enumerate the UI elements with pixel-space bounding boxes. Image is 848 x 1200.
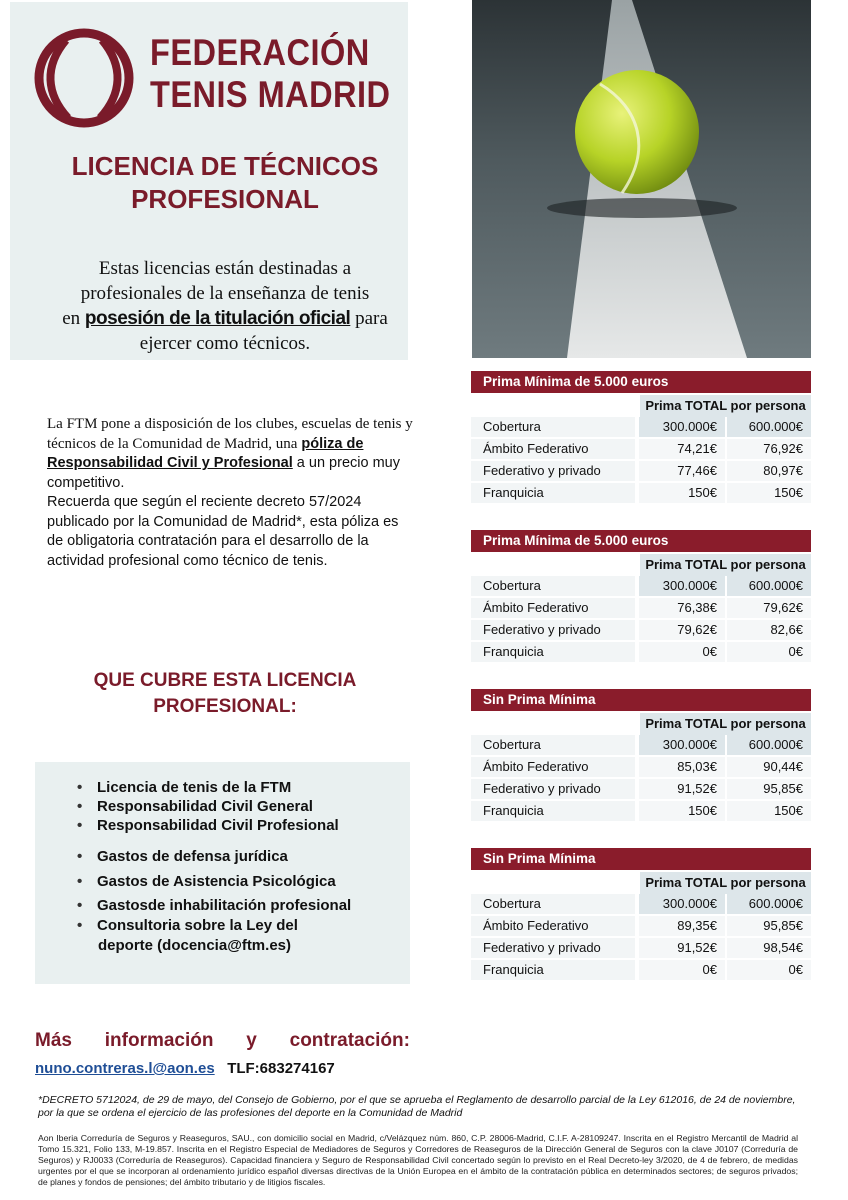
covers-heading-line2: PROFESIONAL:	[153, 696, 297, 717]
price-table-heading: Sin Prima Mínima	[471, 848, 811, 870]
table-row	[471, 483, 811, 503]
title-line2: PROFESIONAL	[131, 184, 319, 214]
price-cell: 74,21€	[639, 439, 725, 459]
policy-end: a un precio muy competitivo.	[47, 455, 400, 491]
table-row	[471, 916, 811, 936]
table-row	[471, 598, 811, 618]
row-label: Cobertura	[471, 576, 635, 596]
price-cell: 600.000€	[727, 735, 811, 755]
price-cell: 98,54€	[727, 938, 811, 958]
list-item: • Gastos de Asistencia Psicológica	[97, 873, 336, 890]
email-link[interactable]: nuno.contreras.l@aon.es	[35, 1060, 215, 1077]
price-cell: 0€	[727, 960, 811, 980]
phone-number: TLF:683274167	[227, 1060, 335, 1077]
price-cell: 80,97€	[727, 461, 811, 481]
paragraph-policy	[47, 415, 417, 493]
price-table-subheading: Prima TOTAL por persona	[640, 713, 811, 735]
price-cell: 76,38€	[639, 598, 725, 618]
price-table-heading: Sin Prima Mínima	[471, 689, 811, 711]
row-label: Federativo y privado	[471, 620, 635, 640]
row-label: Ámbito Federativo	[471, 916, 635, 936]
price-table	[471, 371, 811, 506]
price-cell: 150€	[639, 483, 725, 503]
row-label: Franquicia	[471, 801, 635, 821]
intro-line4: ejercer como técnicos.	[139, 333, 311, 354]
list-item: • Responsabilidad Civil General	[97, 798, 313, 815]
table-row	[471, 938, 811, 958]
decree-footnote: *DECRETO 5712024, de 29 de mayo, del Consejo de Gobierno, por el que se aprueba el Reglamento de desarrollo parcial de la Ley 612016, de 24 de noviembre, por la que se ordena el ejercicio de las profesiones del deporte en la Comunidad de Madrid	[38, 1094, 796, 1119]
price-table-subheading: Prima TOTAL por persona	[640, 872, 811, 894]
price-cell: 300.000€	[639, 417, 725, 437]
price-cell: 600.000€	[727, 894, 811, 914]
covers-panel	[35, 762, 410, 984]
policy-intro: La FTM pone a disposición de los clubes, escuelas de tenis y técnicos de la Comunidad de Madrid, una	[47, 416, 413, 452]
intro-text	[40, 256, 410, 356]
row-label: Cobertura	[471, 735, 635, 755]
list-item: • Consultoria sobre la Ley del	[97, 917, 298, 934]
price-cell: 95,85€	[727, 779, 811, 799]
covers-heading-line1: QUE CUBRE ESTA LICENCIA	[93, 670, 357, 691]
intro-line1: Estas licencias están destinadas a	[98, 258, 352, 279]
list-item-continuation: deporte (docencia@ftm.es)	[98, 937, 291, 954]
table-row	[471, 576, 811, 596]
price-cell: 150€	[727, 801, 811, 821]
table-row	[471, 779, 811, 799]
row-label: Ámbito Federativo	[471, 598, 635, 618]
description-text	[47, 415, 417, 571]
covers-heading	[30, 668, 420, 720]
legal-disclaimer: Aon Iberia Correduría de Seguros y Reaseguros, SAU., con domicilio social en Madrid, c/Velázquez núm. 860, C.P. 28006-Madrid, C.I.F. A-28109247. Inscrita en el Registro Mercantil de Madrid al Tomo 15.321, Folio 133, M-19.857. Inscrita en el Registro Especial de Mediadores de Seguros y Corredores de Reaseguros de la Dirección General de Seguros con la clave J0107 (Correduría de Seguros) y RJ0033 (Correduría de Reaseguros). Capacidad financiera y Seguro de Responsabilidad Civil concertado según lo previsto en el Real Decreto-ley 3/2020, de 4 de febrero, de medidas urgentes por el que se incorporan al ordenamiento jurídico español diversas directivas de la Unión Europea en el ámbito de la contratación pública en determinados sectores; de seguros privados; de planes y fondos de pensiones; del ámbito tributario y de litigios fiscales.	[38, 1133, 798, 1187]
intro-pre: en	[62, 308, 81, 329]
table-row	[471, 735, 811, 755]
price-cell: 300.000€	[639, 576, 725, 596]
price-cell: 300.000€	[639, 894, 725, 914]
row-label: Franquicia	[471, 960, 635, 980]
price-table-heading: Prima Mínima de 5.000 euros	[471, 530, 811, 552]
row-label: Federativo y privado	[471, 779, 635, 799]
more-word: información	[104, 1030, 214, 1051]
table-row	[471, 801, 811, 821]
list-item: • Gastosde inhabilitación profesional	[97, 897, 351, 914]
price-cell: 77,46€	[639, 461, 725, 481]
price-cell: 79,62€	[639, 620, 725, 640]
row-label: Federativo y privado	[471, 461, 635, 481]
list-item: • Licencia de tenis de la FTM	[97, 779, 291, 796]
table-row	[471, 461, 811, 481]
price-cell: 76,92€	[727, 439, 811, 459]
org-name-line1: FEDERACIÓN	[150, 32, 370, 73]
table-row	[471, 417, 811, 437]
more-word: contratación:	[289, 1030, 410, 1051]
price-cell: 300.000€	[639, 735, 725, 755]
table-row	[471, 960, 811, 980]
list-item: • Responsabilidad Civil Profesional	[97, 817, 339, 834]
table-row	[471, 620, 811, 640]
policy-name: póliza de Responsabilidad Civil y Profesional	[47, 435, 364, 471]
table-row	[471, 757, 811, 777]
intro-line3	[40, 306, 410, 331]
intro-line2: profesionales de la enseñanza de tenis	[80, 283, 370, 304]
tennis-ball-photo	[472, 0, 811, 358]
price-cell: 0€	[639, 642, 725, 662]
row-label: Cobertura	[471, 417, 635, 437]
price-cell: 0€	[639, 960, 725, 980]
intro-highlight: posesión de la titulación oficial	[84, 308, 351, 329]
price-cell: 82,6€	[727, 620, 811, 640]
table-row	[471, 642, 811, 662]
tennis-ball-logo-icon	[34, 28, 134, 128]
intro-post: para	[355, 308, 388, 329]
table-row	[471, 894, 811, 914]
org-name-line2: TENIS MADRID	[150, 74, 391, 115]
price-table	[471, 530, 811, 665]
price-table	[471, 848, 811, 983]
price-table-subheading: Prima TOTAL por persona	[640, 554, 811, 576]
title-line1: LICENCIA DE TÉCNICOS	[71, 151, 379, 181]
price-cell: 90,44€	[727, 757, 811, 777]
price-cell: 150€	[727, 483, 811, 503]
price-table	[471, 689, 811, 824]
table-row	[471, 439, 811, 459]
row-label: Federativo y privado	[471, 938, 635, 958]
price-cell: 150€	[639, 801, 725, 821]
row-label: Franquicia	[471, 483, 635, 503]
row-label: Ámbito Federativo	[471, 439, 635, 459]
price-cell: 95,85€	[727, 916, 811, 936]
more-info-heading	[35, 1030, 410, 1052]
row-label: Ámbito Federativo	[471, 757, 635, 777]
price-cell: 85,03€	[639, 757, 725, 777]
more-word: y	[246, 1030, 257, 1051]
price-table-heading: Prima Mínima de 5.000 euros	[471, 371, 811, 393]
paragraph-decree: Recuerda que según el reciente decreto 57/2024 publicado por la Comunidad de Madrid*, esta póliza es de obligatoria contratación para el desarrollo de la actividad profesional como técnico de tenis.	[47, 494, 399, 569]
row-label: Franquicia	[471, 642, 635, 662]
price-cell: 600.000€	[727, 576, 811, 596]
more-word: Más	[35, 1030, 72, 1051]
price-cell: 91,52€	[639, 938, 725, 958]
price-table-subheading: Prima TOTAL por persona	[640, 395, 811, 417]
price-cell: 600.000€	[727, 417, 811, 437]
contact-line	[35, 1060, 335, 1077]
price-cell: 89,35€	[639, 916, 725, 936]
list-item: • Gastos de defensa jurídica	[97, 848, 288, 865]
row-label: Cobertura	[471, 894, 635, 914]
price-cell: 0€	[727, 642, 811, 662]
price-cell: 79,62€	[727, 598, 811, 618]
page-title	[20, 150, 430, 216]
price-cell: 91,52€	[639, 779, 725, 799]
